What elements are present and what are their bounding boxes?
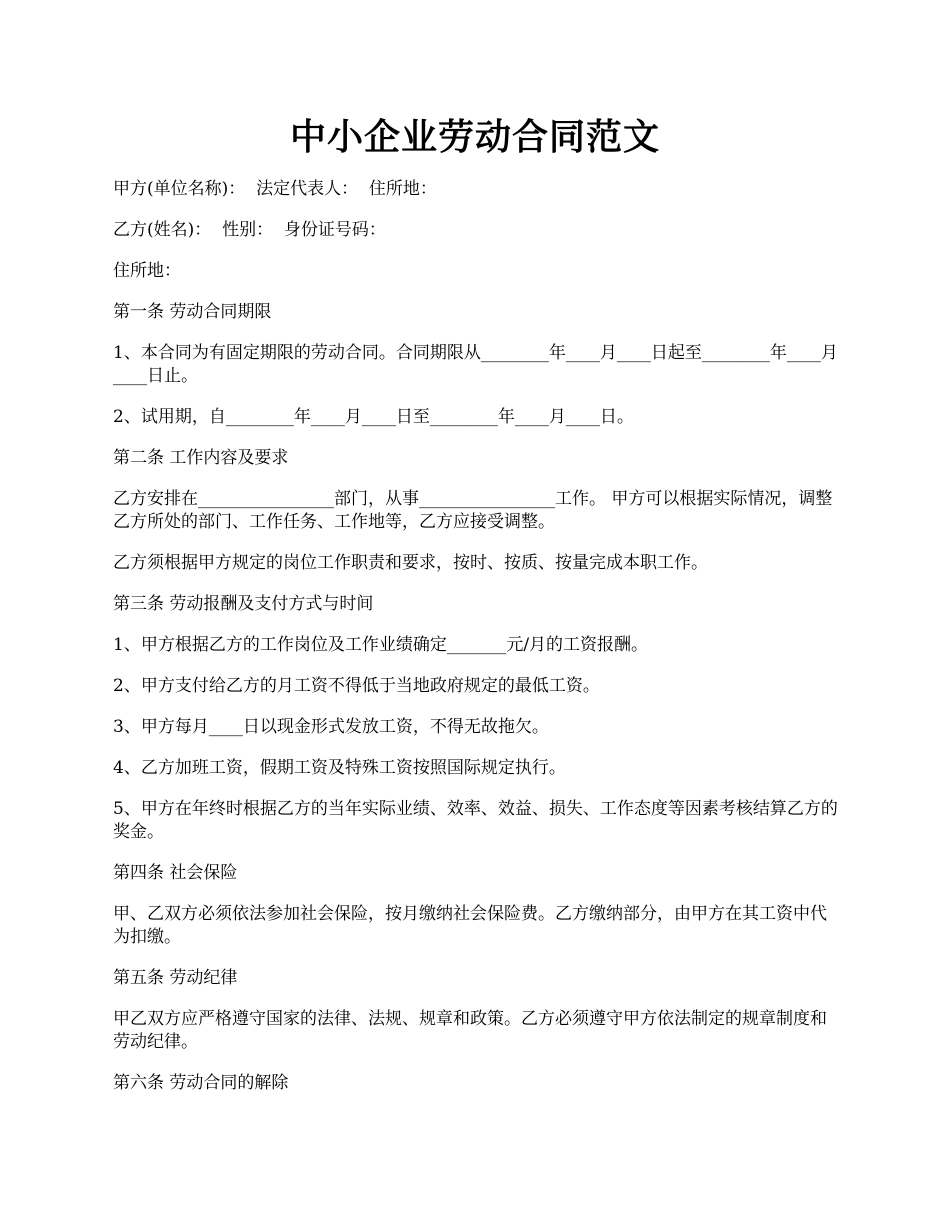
article-2-para-2: 乙方须根据甲方规定的岗位工作职责和要求，按时、按质、按量完成本职工作。 — [113, 553, 708, 573]
article-3-heading: 第三条 劳动报酬及支付方式与时间 — [113, 594, 374, 614]
article-6-heading: 第六条 劳动合同的解除 — [113, 1073, 289, 1093]
article-3-clause-5: 5、甲方在年终时根据乙方的当年实际业绩、效率、效益、损失、工作态度等因素考核结算乙方的奖金。 — [113, 799, 838, 842]
article-5-para-1: 甲乙双方应严格遵守国家的法律、法规、规章和政策。乙方必须遵守甲方依法制定的规章制度和劳动纪律。 — [113, 1009, 827, 1052]
article-4-heading: 第四条 社会保险 — [113, 863, 238, 883]
article-3-clause-2: 2、甲方支付给乙方的月工资不得低于当地政府规定的最低工资。 — [113, 676, 600, 696]
article-2-heading: 第二条 工作内容及要求 — [113, 448, 289, 468]
document-title: 中小企业劳动合同范文 — [289, 116, 660, 158]
party-a-info: 甲方(单位名称)： 法定代表人： 住所地： — [113, 179, 437, 199]
party-b-address: 住所地： — [113, 261, 181, 281]
article-3-clause-4: 4、乙方加班工资，假期工资及特殊工资按照国际规定执行。 — [113, 758, 566, 778]
article-1-heading: 第一条 劳动合同期限 — [113, 302, 272, 322]
article-1-clause-1: 1、本合同为有固定期限的劳动合同。合同期限从________年____月____日起至________年____月____日止。 — [113, 343, 838, 386]
article-1-clause-2: 2、试用期，自________年____月____日至________年____月____日。 — [113, 407, 634, 427]
party-b-info: 乙方(姓名)： 性别： 身份证号码： — [113, 220, 386, 240]
document-body — [113, 178, 841, 1113]
article-5-heading: 第五条 劳动纪律 — [113, 968, 238, 988]
article-4-para-1: 甲、乙双方必须依法参加社会保险，按月缴纳社会保险费。乙方缴纳部分，由甲方在其工资中代为扣缴。 — [113, 904, 827, 947]
article-3-clause-3: 3、甲方每月____日以现金形式发放工资，不得无故拖欠。 — [113, 717, 549, 737]
article-3-clause-1: 1、甲方根据乙方的工作岗位及工作业绩确定_______元/月的工资报酬。 — [113, 635, 649, 655]
article-2-para-1: 乙方安排在________________部门，从事________________工作。 甲方可以根据实际情况，调整乙方所处的部门、工作任务、工作地等，乙方应接受调整。 — [113, 489, 833, 532]
